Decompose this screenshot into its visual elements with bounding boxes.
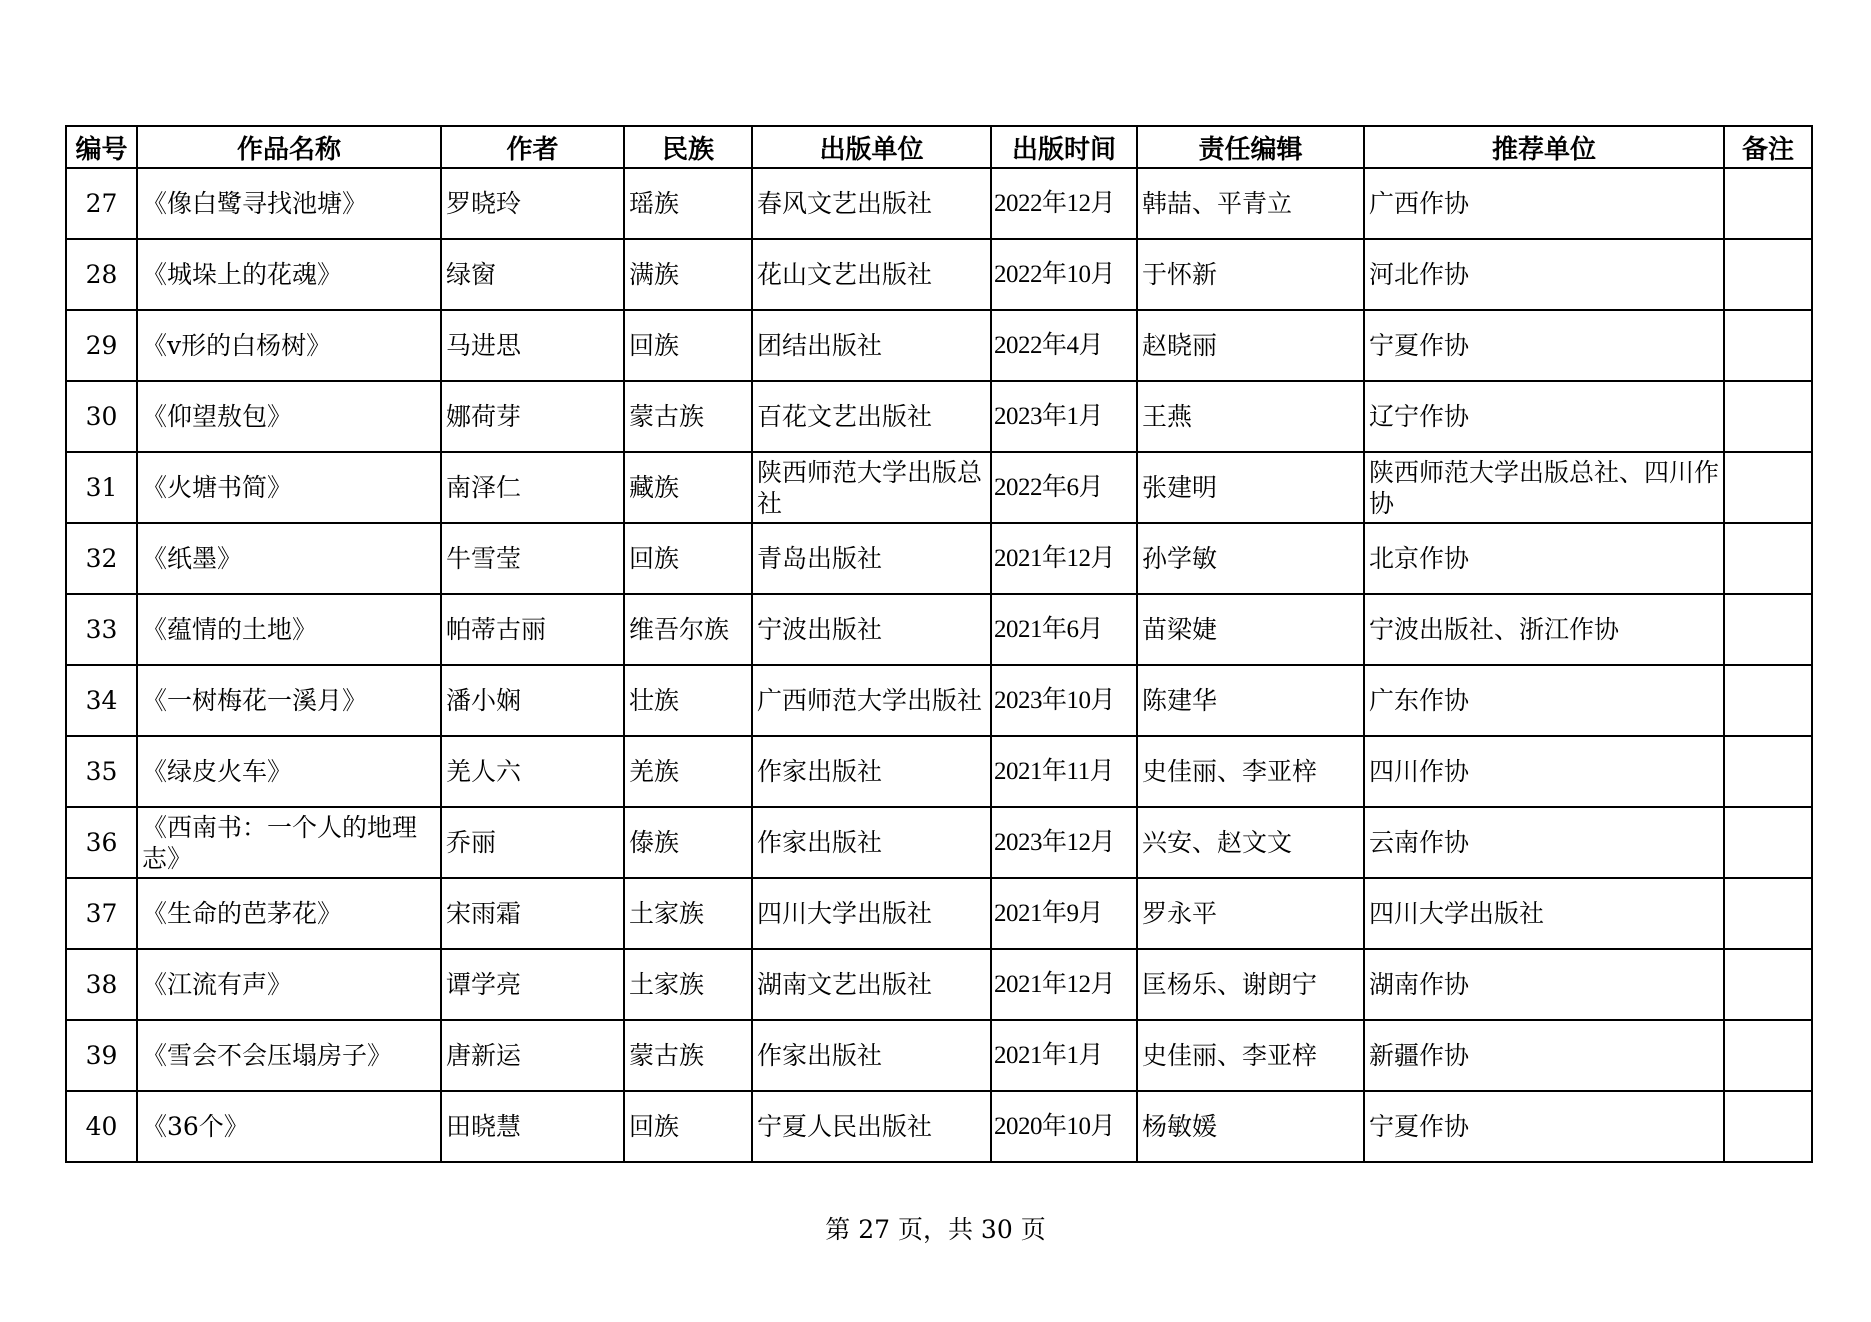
cell-recommender: 新疆作协	[1364, 1020, 1724, 1091]
table-row	[66, 168, 1812, 239]
cell-author: 田晓慧	[441, 1091, 624, 1162]
cell-title: 《西南书：一个人的地理志》	[137, 807, 441, 878]
cell-recommender: 广东作协	[1364, 665, 1724, 736]
cell-title: 《36个》	[137, 1091, 441, 1162]
cell-title: 《一树梅花一溪月》	[137, 665, 441, 736]
cell-number: 28	[66, 239, 137, 310]
cell-publisher: 团结出版社	[752, 310, 991, 381]
cell-number: 37	[66, 878, 137, 949]
table-row	[66, 1020, 1812, 1091]
cell-author: 牛雪莹	[441, 523, 624, 594]
table-row	[66, 310, 1812, 381]
cell-publisher: 青岛出版社	[752, 523, 991, 594]
table-body	[66, 168, 1812, 1162]
cell-number: 39	[66, 1020, 137, 1091]
cell-title: 《绿皮火车》	[137, 736, 441, 807]
cell-title: 《生命的芭茅花》	[137, 878, 441, 949]
cell-editor: 兴安、赵文文	[1137, 807, 1364, 878]
cell-title: 《江流有声》	[137, 949, 441, 1020]
table-header	[66, 126, 1812, 168]
cell-note	[1724, 381, 1812, 452]
cell-note	[1724, 168, 1812, 239]
cell-publisher: 陕西师范大学出版总社	[752, 452, 991, 523]
cell-publisher: 广西师范大学出版社	[752, 665, 991, 736]
cell-editor: 史佳丽、李亚梓	[1137, 1020, 1364, 1091]
page-number-footer: 第 27 页，共 30 页	[825, 1215, 1046, 1244]
table-row	[66, 594, 1812, 665]
cell-author: 娜荷芽	[441, 381, 624, 452]
table-row	[66, 239, 1812, 310]
cell-recommender: 湖南作协	[1364, 949, 1724, 1020]
cell-editor: 罗永平	[1137, 878, 1364, 949]
cell-author: 唐新运	[441, 1020, 624, 1091]
cell-publisher: 湖南文艺出版社	[752, 949, 991, 1020]
cell-publish-date: 2021年12月	[991, 523, 1137, 594]
cell-editor: 陈建华	[1137, 665, 1364, 736]
cell-note	[1724, 594, 1812, 665]
table-row	[66, 381, 1812, 452]
cell-title: 《蕴情的土地》	[137, 594, 441, 665]
cell-note	[1724, 1020, 1812, 1091]
cell-publish-date: 2023年1月	[991, 381, 1137, 452]
header-publish-date: 出版时间	[991, 126, 1137, 168]
cell-title: 《火塘书简》	[137, 452, 441, 523]
cell-recommender: 陕西师范大学出版总社、四川作协	[1364, 452, 1724, 523]
cell-number: 31	[66, 452, 137, 523]
cell-editor: 王燕	[1137, 381, 1364, 452]
cell-publish-date: 2021年6月	[991, 594, 1137, 665]
cell-author: 绿窗	[441, 239, 624, 310]
table-row	[66, 878, 1812, 949]
cell-note	[1724, 949, 1812, 1020]
cell-author: 罗晓玲	[441, 168, 624, 239]
table-row	[66, 949, 1812, 1020]
cell-editor: 赵晓丽	[1137, 310, 1364, 381]
header-author: 作者	[441, 126, 624, 168]
cell-author: 马进思	[441, 310, 624, 381]
cell-recommender: 北京作协	[1364, 523, 1724, 594]
cell-note	[1724, 807, 1812, 878]
cell-publish-date: 2022年6月	[991, 452, 1137, 523]
works-table	[65, 125, 1813, 1163]
cell-editor: 匡杨乐、谢朗宁	[1137, 949, 1364, 1020]
cell-title: 《纸墨》	[137, 523, 441, 594]
cell-publisher: 花山文艺出版社	[752, 239, 991, 310]
cell-publisher: 春风文艺出版社	[752, 168, 991, 239]
cell-note	[1724, 452, 1812, 523]
header-ethnicity: 民族	[624, 126, 752, 168]
cell-publisher: 作家出版社	[752, 807, 991, 878]
cell-title: 《像白鹭寻找池塘》	[137, 168, 441, 239]
cell-ethnicity: 蒙古族	[624, 1020, 752, 1091]
cell-author: 乔丽	[441, 807, 624, 878]
header-recommender: 推荐单位	[1364, 126, 1724, 168]
cell-publish-date: 2022年4月	[991, 310, 1137, 381]
header-number: 编号	[66, 126, 137, 168]
cell-ethnicity: 回族	[624, 1091, 752, 1162]
cell-number: 29	[66, 310, 137, 381]
cell-title: 《城垛上的花魂》	[137, 239, 441, 310]
cell-publisher: 宁波出版社	[752, 594, 991, 665]
cell-title: 《雪会不会压塌房子》	[137, 1020, 441, 1091]
cell-author: 潘小娴	[441, 665, 624, 736]
cell-title: 《v形的白杨树》	[137, 310, 441, 381]
cell-recommender: 四川大学出版社	[1364, 878, 1724, 949]
cell-editor: 孙学敏	[1137, 523, 1364, 594]
cell-publisher: 四川大学出版社	[752, 878, 991, 949]
header-editor: 责任编辑	[1137, 126, 1364, 168]
cell-ethnicity: 满族	[624, 239, 752, 310]
cell-editor: 张建明	[1137, 452, 1364, 523]
cell-recommender: 云南作协	[1364, 807, 1724, 878]
cell-recommender: 河北作协	[1364, 239, 1724, 310]
cell-editor: 史佳丽、李亚梓	[1137, 736, 1364, 807]
table-row	[66, 736, 1812, 807]
cell-number: 33	[66, 594, 137, 665]
cell-editor: 杨敏媛	[1137, 1091, 1364, 1162]
cell-author: 谭学亮	[441, 949, 624, 1020]
table-row	[66, 452, 1812, 523]
cell-publisher: 百花文艺出版社	[752, 381, 991, 452]
cell-publish-date: 2021年12月	[991, 949, 1137, 1020]
cell-ethnicity: 土家族	[624, 949, 752, 1020]
cell-number: 35	[66, 736, 137, 807]
cell-number: 30	[66, 381, 137, 452]
cell-recommender: 宁夏作协	[1364, 310, 1724, 381]
cell-number: 36	[66, 807, 137, 878]
cell-ethnicity: 回族	[624, 523, 752, 594]
cell-publish-date: 2021年9月	[991, 878, 1137, 949]
header-publisher: 出版单位	[752, 126, 991, 168]
cell-author: 宋雨霜	[441, 878, 624, 949]
cell-recommender: 广西作协	[1364, 168, 1724, 239]
cell-editor: 韩喆、平青立	[1137, 168, 1364, 239]
cell-note	[1724, 1091, 1812, 1162]
cell-ethnicity: 瑶族	[624, 168, 752, 239]
cell-ethnicity: 羌族	[624, 736, 752, 807]
cell-ethnicity: 藏族	[624, 452, 752, 523]
table-row	[66, 1091, 1812, 1162]
cell-ethnicity: 傣族	[624, 807, 752, 878]
cell-title: 《仰望敖包》	[137, 381, 441, 452]
cell-publish-date: 2022年12月	[991, 168, 1137, 239]
cell-author: 帕蒂古丽	[441, 594, 624, 665]
cell-publisher: 作家出版社	[752, 736, 991, 807]
table-row	[66, 523, 1812, 594]
cell-number: 34	[66, 665, 137, 736]
cell-note	[1724, 736, 1812, 807]
cell-publish-date: 2021年11月	[991, 736, 1137, 807]
cell-note	[1724, 665, 1812, 736]
cell-publish-date: 2023年12月	[991, 807, 1137, 878]
cell-number: 27	[66, 168, 137, 239]
cell-number: 40	[66, 1091, 137, 1162]
header-title: 作品名称	[137, 126, 441, 168]
cell-recommender: 宁夏作协	[1364, 1091, 1724, 1162]
cell-author: 羌人六	[441, 736, 624, 807]
cell-author: 南泽仁	[441, 452, 624, 523]
cell-recommender: 辽宁作协	[1364, 381, 1724, 452]
cell-note	[1724, 523, 1812, 594]
header-row	[66, 126, 1812, 168]
cell-ethnicity: 维吾尔族	[624, 594, 752, 665]
cell-number: 32	[66, 523, 137, 594]
cell-ethnicity: 壮族	[624, 665, 752, 736]
cell-publisher: 作家出版社	[752, 1020, 991, 1091]
cell-publish-date: 2023年10月	[991, 665, 1137, 736]
cell-publish-date: 2021年1月	[991, 1020, 1137, 1091]
cell-ethnicity: 蒙古族	[624, 381, 752, 452]
cell-note	[1724, 878, 1812, 949]
table-row	[66, 665, 1812, 736]
cell-publisher: 宁夏人民出版社	[752, 1091, 991, 1162]
cell-note	[1724, 239, 1812, 310]
cell-ethnicity: 土家族	[624, 878, 752, 949]
cell-number: 38	[66, 949, 137, 1020]
cell-recommender: 宁波出版社、浙江作协	[1364, 594, 1724, 665]
cell-editor: 苗梁婕	[1137, 594, 1364, 665]
cell-ethnicity: 回族	[624, 310, 752, 381]
table-row	[66, 807, 1812, 878]
header-note: 备注	[1724, 126, 1812, 168]
cell-publish-date: 2020年10月	[991, 1091, 1137, 1162]
cell-note	[1724, 310, 1812, 381]
cell-editor: 于怀新	[1137, 239, 1364, 310]
cell-publish-date: 2022年10月	[991, 239, 1137, 310]
cell-recommender: 四川作协	[1364, 736, 1724, 807]
